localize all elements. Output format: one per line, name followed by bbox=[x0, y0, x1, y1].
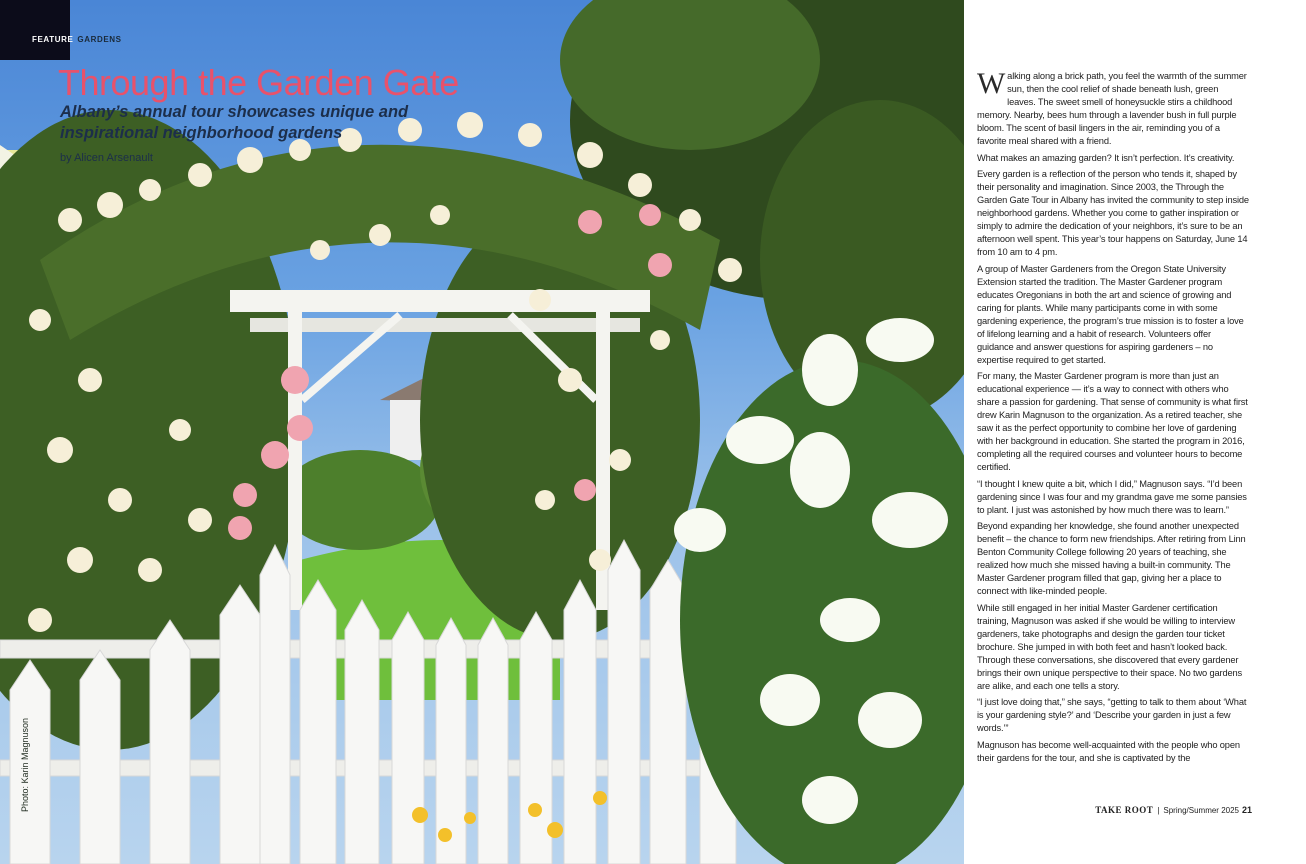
paragraph: Beyond expanding her knowledge, she found another unexpected benefit – the chance to form new friendships. After retiring from Linn Benton Community College following 20 years of teaching, she realized how much she missed having a built-in community. The Master Gardener program filled that gap, giving her a place to connect with like-minded people. bbox=[977, 521, 1246, 596]
paragraph: “I thought I knew quite a bit, which I did,” Magnuson says. “I’d been gardening since I was four and my grandma gave me some pansies to plant. I just was astonished by how much there was to learn.” bbox=[977, 478, 1247, 515]
page-number: 21 bbox=[1241, 805, 1252, 815]
article-byline: by Alicen Arsenault bbox=[60, 152, 153, 164]
paragraph: Every garden is a reflection of the person who tends it, shaped by their personality and imagination. Since 2003, the Through the Garden Gate Tour in Albany has invited the community to step inside neighborhood gardens. Whether you come to gather inspiration or simply to admire the dedication of your neighbors, it’s sure to be an afternoon well spent. This year’s tour happens on Saturday, June 14 from 10 am to 4 pm. bbox=[977, 169, 1249, 257]
drop-cap: W bbox=[977, 67, 1006, 100]
article-body bbox=[977, 67, 1249, 768]
section-name: FEATURE bbox=[32, 35, 74, 44]
folio-separator: | bbox=[1157, 806, 1160, 815]
paragraph: A group of Master Gardeners from the Oregon State University Extension started the tradition. The Master Gardener program educates Oregonians in both the art and science of growing and caring for plants. While many participants come in with some gardening experience, the program’s true mission is to foster a love of lifelong learning and a habit of research. Volunteers offer guidance and answer questions for aspiring gardeners – no expertise required to get started. bbox=[977, 263, 1244, 365]
article-deck: Albany’s annual tour showcases unique and inspirational neighborhood gardens bbox=[60, 103, 409, 142]
issue-label: Spring/Summer 2025 bbox=[1163, 806, 1239, 815]
subsection-name: GARDENS bbox=[77, 35, 122, 44]
article-headline: Through the Garden Gate bbox=[58, 62, 459, 103]
paragraph: Magnuson has become well-acquainted with the people who open their gardens for the tour, and she is captivated by the bbox=[977, 739, 1240, 763]
paragraph: For many, the Master Gardener program is more than just an educational experience — it’s a way to connect with others who share a passion for gardening. That sense of community is what first drew Karin Magnuson to the organization. As a retired teacher, she saw it as the perfect opportunity to combine her love of gardening with her background in education. She started the program in 2016, completing all the required courses and volunteer hours to become certified. bbox=[977, 371, 1248, 472]
paragraph: What makes an amazing garden? It isn’t perfection. It’s creativity. bbox=[977, 152, 1235, 163]
section-tag-block bbox=[0, 0, 70, 60]
paragraph: While still engaged in her initial Master Gardener certification training, Magnuson was asked if she would be willing to interview gardeners, take photographs and design the garden tour ticket brochure. She jumped in with both feet and hasn’t looked back. Through these conversations, she discovered that every gardener brings their own unique perspective to their space. No two gardens are alike, and each one tells a story. bbox=[977, 602, 1243, 691]
paragraph bbox=[977, 67, 1249, 148]
section-label bbox=[32, 35, 122, 44]
page-folio bbox=[1095, 805, 1252, 815]
paragraph: “I just love doing that,” she says, “getting to talk to them about ‘What is your gardening style?’ and ‘Describe your garden in just a few words.’” bbox=[977, 697, 1247, 733]
photo-credit: Photo: Karin Magnuson bbox=[20, 717, 30, 812]
paragraph-text: alking along a brick path, you feel the warmth of the summer sun, then the cool relief of shade beneath lush, green leaves. The sweet smell of honeysuckle stirs a childhood memory. Nearby, bees hum through a lavender bush in full purple bloom. The scent of basil lingers in the air, reminding you of a favorite meal shared with a friend. bbox=[977, 71, 1247, 146]
publication-name: TAKE ROOT bbox=[1095, 805, 1154, 815]
